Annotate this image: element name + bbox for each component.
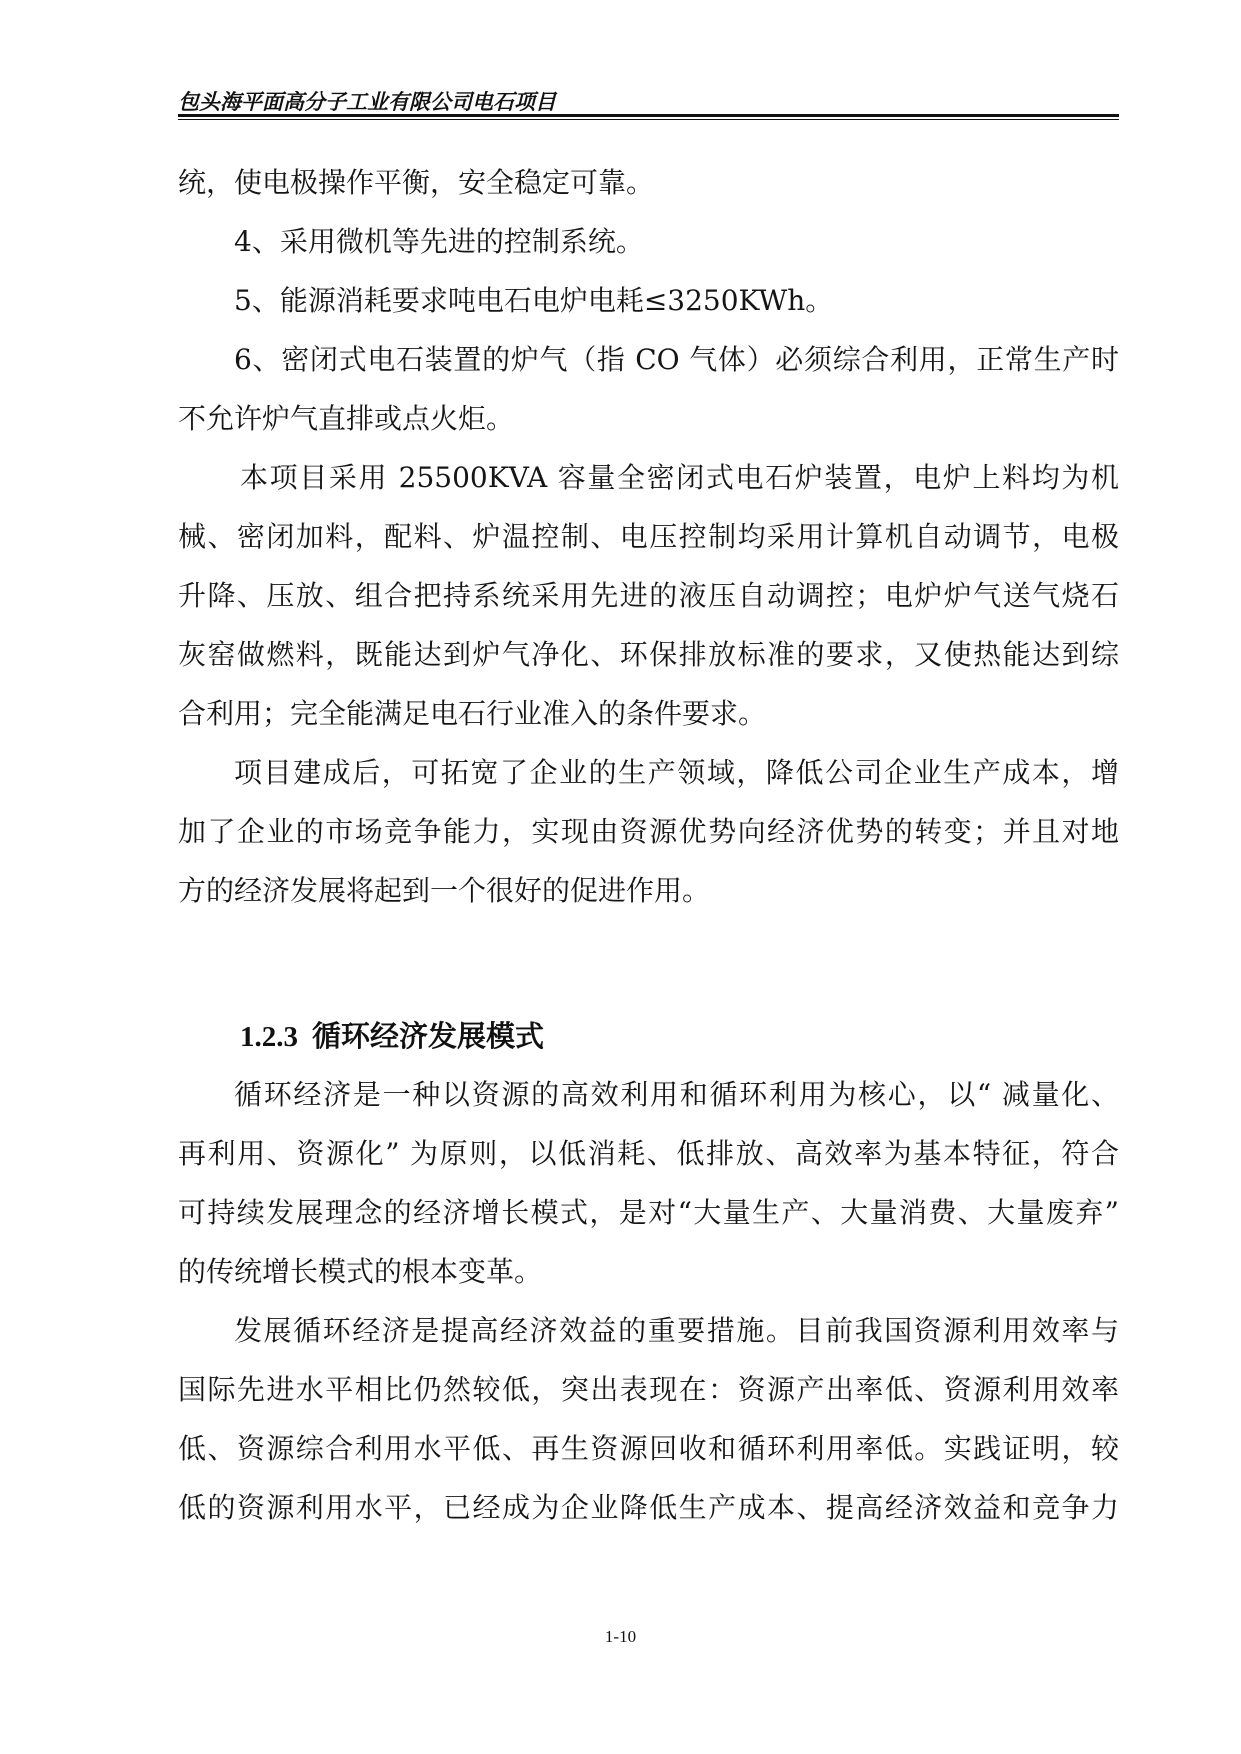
paragraph-project-line-5: 合利用；完全能满足电石行业准入的条件要求。	[178, 697, 767, 730]
paragraph-benefit-line-3: 方的经济发展将起到一个很好的促进作用。	[178, 874, 711, 907]
running-header-title: 包头海平面高分子工业有限公司电石项目	[178, 90, 556, 114]
section-title: 循环经济发展模式	[312, 1019, 545, 1053]
paragraph-project-line-3: 升降、压放、组合把持系统采用先进的液压自动调控；电炉炉气送气烧石	[178, 579, 1119, 612]
paragraph-circular-line-4: 的传统增长模式的根本变革。	[178, 1255, 543, 1288]
list-item-5: 5、能源消耗要求吨电石电炉电耗≤3250KWh。	[234, 284, 834, 317]
paragraph-efficiency-line-1: 发展循环经济是提高经济效益的重要措施。目前我国资源利用效率与	[234, 1314, 1119, 1347]
header-rule-thick	[178, 114, 1119, 117]
paragraph-benefit-line-2: 加了企业的市场竞争能力，实现由资源优势向经济优势的转变；并且对地	[178, 815, 1119, 848]
paragraph-efficiency-line-3: 低、资源综合利用水平低、再生资源回收和循环利用率低。实践证明，较	[178, 1432, 1119, 1465]
paragraph-circular-line-1: 循环经济是一种以资源的高效利用和循环利用为核心，以“ 减量化、	[234, 1078, 1119, 1111]
section-number: 1.2.3	[240, 1021, 298, 1053]
paragraph-project-line-1: 本项目采用 25500KVA 容量全密闭式电石炉装置，电炉上料均为机	[240, 461, 1119, 494]
paragraph-project-line-2: 械、密闭加料，配料、炉温控制、电压控制均采用计算机自动调节，电极	[178, 520, 1119, 553]
paragraph-efficiency-line-4: 低的资源利用水平，已经成为企业降低生产成本、提高经济效益和竞争力	[178, 1491, 1119, 1524]
list-item-6-line-2: 不允许炉气直排或点火炬。	[178, 402, 515, 435]
paragraph-benefit-line-1: 项目建成后，可拓宽了企业的生产领域，降低公司企业生产成本，增	[234, 756, 1119, 789]
section-heading	[240, 1016, 544, 1057]
list-item-4: 4、采用微机等先进的控制系统。	[234, 225, 644, 258]
list-item-6-line-1: 6、密闭式电石装置的炉气（指 CO 气体）必须综合利用，正常生产时	[234, 343, 1119, 376]
paragraph-circular-line-2: 再利用、资源化” 为原则，以低消耗、低排放、高效率为基本特征，符合	[178, 1137, 1119, 1170]
page-number: 1-10	[604, 1627, 637, 1646]
paragraph-circular-line-3: 可持续发展理念的经济增长模式，是对“大量生产、大量消费、大量废弃”	[178, 1196, 1119, 1229]
paragraph-line: 统，使电极操作平衡，安全稳定可靠。	[178, 166, 655, 199]
header-rule-thin	[178, 119, 1119, 120]
paragraph-efficiency-line-2: 国际先进水平相比仍然较低，突出表现在：资源产出率低、资源利用效率	[178, 1373, 1119, 1406]
paragraph-project-line-4: 灰窑做燃料，既能达到炉气净化、环保排放标准的要求，又使热能达到综	[178, 638, 1119, 671]
